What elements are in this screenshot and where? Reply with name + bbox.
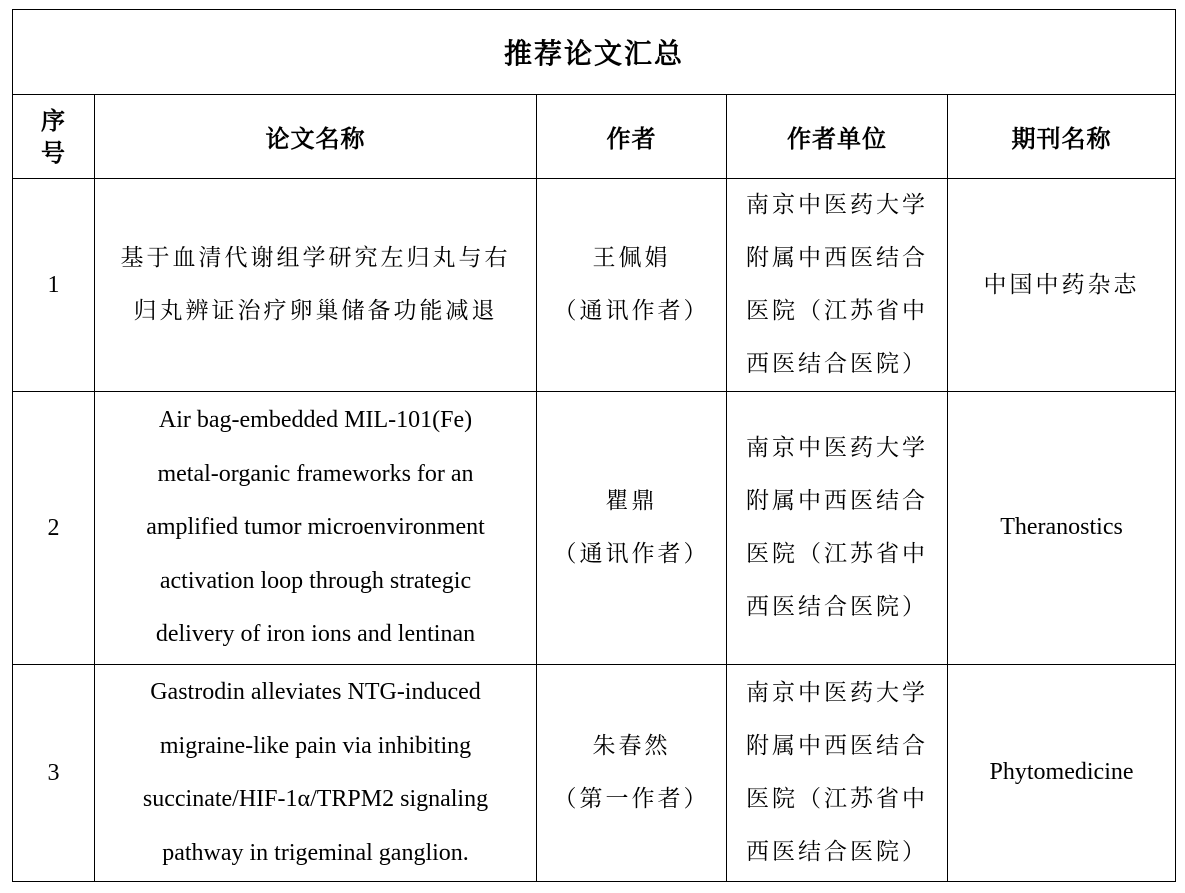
table-title: 推荐论文汇总 bbox=[13, 10, 1176, 95]
row-author bbox=[537, 392, 727, 665]
paper-title-line: Air bag-embedded MIL-101(Fe) bbox=[158, 407, 473, 434]
row-journal: Theranostics bbox=[948, 392, 1176, 665]
paper-title-line: migraine-like pain via inhibiting bbox=[159, 732, 472, 759]
affiliation-line: 西医结合医院） bbox=[746, 594, 928, 620]
table-row bbox=[13, 392, 1176, 665]
paper-summary-table bbox=[12, 9, 1176, 882]
author-name: 王佩娟 bbox=[592, 245, 671, 271]
paper-title-line: pathway in trigeminal ganglion. bbox=[162, 839, 469, 866]
header-journal: 期刊名称 bbox=[948, 95, 1176, 179]
header-seq-line2: 号 bbox=[41, 137, 66, 167]
affiliation-line: 附属中西医结合 bbox=[746, 488, 928, 514]
author-name: 瞿鼎 bbox=[605, 488, 658, 514]
row-seq: 2 bbox=[13, 392, 95, 665]
affiliation-line: 南京中医药大学 bbox=[746, 435, 928, 461]
table-row bbox=[13, 665, 1176, 882]
header-author: 作者 bbox=[537, 95, 727, 179]
row-paper-title bbox=[95, 392, 537, 665]
row-seq: 1 bbox=[13, 179, 95, 392]
author-name: 朱春然 bbox=[592, 733, 671, 759]
paper-title-line: succinate/HIF-1α/TRPM2 signaling bbox=[142, 786, 489, 812]
author-role: （第一作者） bbox=[553, 786, 710, 812]
row-journal: Phytomedicine bbox=[948, 665, 1176, 882]
header-paper: 论文名称 bbox=[95, 95, 537, 179]
row-author bbox=[537, 665, 727, 882]
affiliation-line: 医院（江苏省中 bbox=[746, 298, 928, 324]
affiliation-line: 西医结合医院） bbox=[746, 351, 928, 377]
affiliation-line: 南京中医药大学 bbox=[746, 680, 928, 706]
paper-title-line: 基于血清代谢组学研究左归丸与右 bbox=[120, 245, 511, 271]
author-role: （通讯作者） bbox=[553, 541, 710, 567]
paper-title-line: metal-organic frameworks for an bbox=[157, 460, 474, 487]
affiliation-line: 医院（江苏省中 bbox=[746, 541, 928, 567]
row-journal: 中国中药杂志 bbox=[948, 179, 1176, 392]
row-affiliation bbox=[727, 665, 948, 882]
row-author bbox=[537, 179, 727, 392]
author-role: （通讯作者） bbox=[553, 298, 710, 324]
header-seq bbox=[13, 95, 95, 179]
affiliation-line: 西医结合医院） bbox=[746, 839, 928, 865]
table-row bbox=[13, 179, 1176, 392]
row-affiliation bbox=[727, 392, 948, 665]
header-affiliation: 作者单位 bbox=[727, 95, 948, 179]
header-seq-line1: 序 bbox=[41, 105, 66, 135]
row-affiliation bbox=[727, 179, 948, 392]
affiliation-line: 医院（江苏省中 bbox=[746, 786, 928, 812]
row-seq: 3 bbox=[13, 665, 95, 882]
row-paper-title bbox=[95, 665, 537, 882]
affiliation-line: 附属中西医结合 bbox=[746, 733, 928, 759]
affiliation-line: 南京中医药大学 bbox=[746, 192, 928, 218]
summary-sheet bbox=[12, 9, 1175, 881]
paper-title-line: 归丸辨证治疗卵巢储备功能减退 bbox=[133, 298, 498, 324]
row-paper-title bbox=[95, 179, 537, 392]
paper-title-line: Gastrodin alleviates NTG-induced bbox=[150, 679, 481, 705]
paper-title-line: amplified tumor microenvironment bbox=[146, 514, 485, 541]
paper-title-line: delivery of iron ions and lentinan bbox=[155, 621, 476, 648]
paper-title-line: activation loop through strategic bbox=[159, 567, 472, 594]
affiliation-line: 附属中西医结合 bbox=[746, 245, 928, 271]
